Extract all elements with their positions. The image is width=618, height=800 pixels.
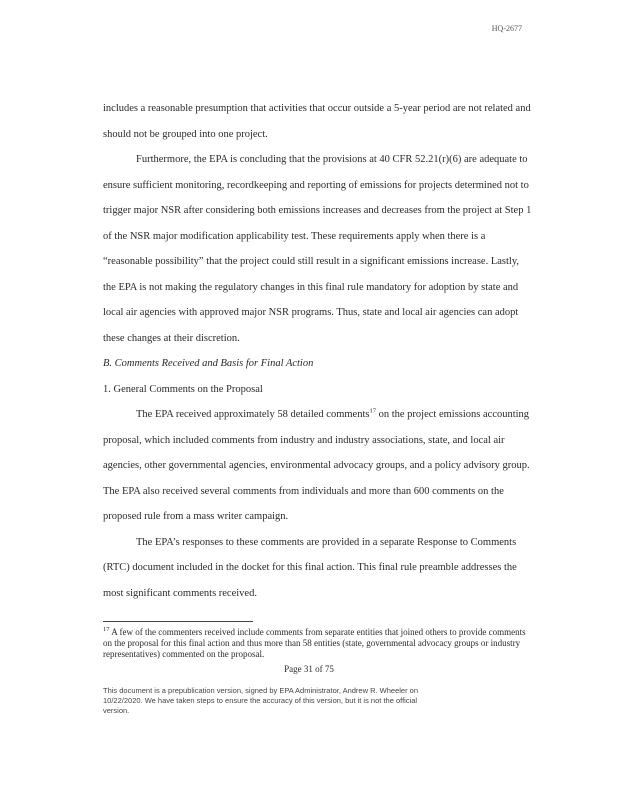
footnote-reference[interactable]: 17 (369, 407, 376, 415)
paragraph-furthermore: Furthermore, the EPA is concluding that the provisions at 40 CFR 52.21(r)(6) are adequate to ensure sufficient monitoring, recordkeeping and reporting of emissions for projects determined not to trigger major NSR after considering both emissions increases and decreases from the project at Step 1 of the NSR major modification applicability test. These requirements apply when there is a “reasonable possibility” that the project could still result in a significant emissions increase. Lastly, the EPA is not making the regulatory changes in this final rule mandatory for adoption by state and local air agencies with approved major NSR programs. Thus, state and local air agencies can adopt these changes at their discretion. (103, 154, 532, 344)
footnote-number: 17 (103, 626, 110, 633)
subsection-heading-1: 1. General Comments on the Proposal (103, 383, 263, 395)
paragraph-comments-received (103, 402, 533, 530)
body-text (103, 96, 533, 606)
footnote-divider (103, 621, 253, 622)
document-id: HQ-2677 (491, 24, 522, 33)
footnote-text: A few of the commenters received include comments from separate entities that joined others to provide comments on the proposal for this final action and thus more than 58 entities (state, governmental advocacy groups or industry representatives) commented on the proposal. (103, 627, 526, 659)
footnote (103, 627, 533, 660)
paragraph-continuation: includes a reasonable presumption that activities that occur outside a 5-year period are not related and should not be grouped into one project. (103, 103, 531, 140)
page-number: Page 31 of 75 (284, 664, 334, 674)
prepublication-disclaimer: This document is a prepublication version, signed by EPA Administrator, Andrew R. Wheeler on 10/22/2020. We have taken steps to ensure the accuracy of this version, but it is not the official version. (103, 686, 419, 715)
comments-received-text-start: The EPA received approximately 58 detailed comments (136, 409, 370, 420)
section-heading-b: B. Comments Received and Basis for Final Action (103, 358, 314, 369)
paragraph-responses: The EPA’s responses to these comments are provided in a separate Response to Comments (RTC) document included in the docket for this final action. This final rule preamble addresses the most significant comments received. (103, 536, 517, 599)
comments-received-text-end: on the project emissions accounting proposal, which included comments from industry and industry associations, state, and local air agencies, other governmental agencies, environmental advocacy groups, and a policy advisory group. The EPA also received several comments from individuals and more than 600 comments on the proposed rule from a mass writer campaign. (103, 409, 530, 522)
